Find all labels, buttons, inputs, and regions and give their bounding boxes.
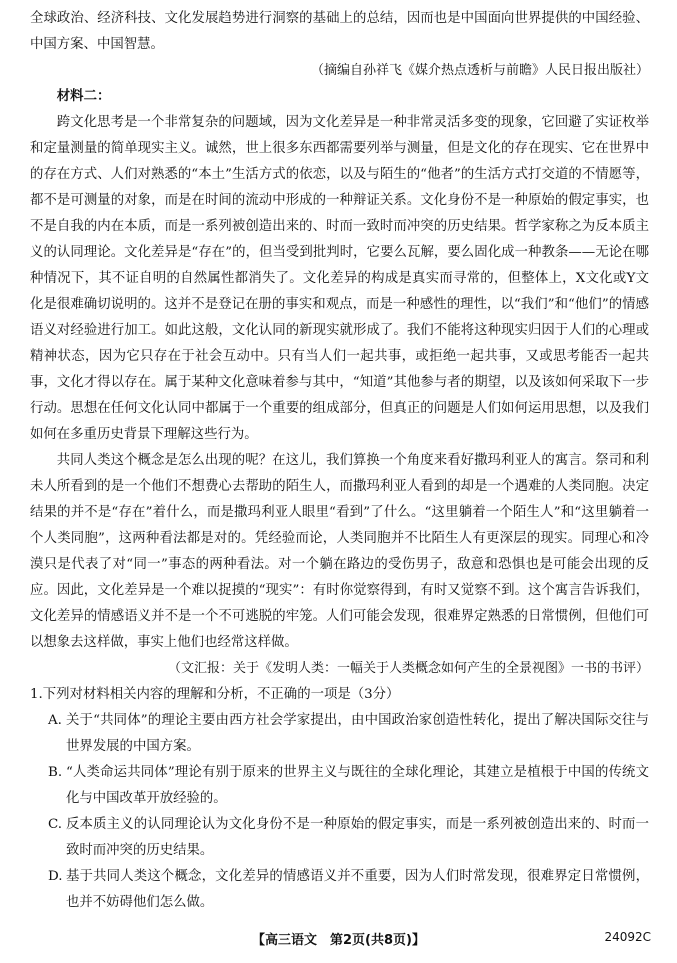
option-letter: B. [48, 765, 63, 780]
option-letter: A. [48, 713, 62, 728]
material-2-heading: 材料二： [56, 89, 111, 104]
option-text: 基于共同人类这个概念，文化差异的情感语义并不重要，因为人们时常发现，很难界定日常惯例，也并不妨碍他们怎么做。 [66, 869, 649, 910]
option-letter: D. [48, 869, 63, 884]
question-1-option-a [30, 708, 649, 760]
option-text: 反本质主义的认同理论认为文化身份不是一种原始的假定事实，而是一系列被创造出来的、时而一致时而冲突的历史结果。 [66, 817, 649, 858]
source-citation-2: （文汇报：关于《发明人类：一幅关于人类概念如何产生的全景视图》一书的书评） [167, 661, 649, 676]
source-citation-1: （摘编自孙祥飞《媒介热点透析与前瞻》人民日报出版社） [310, 63, 649, 78]
question-1-option-d [30, 864, 649, 916]
intro-paragraph-tail: 全球政治、经济科技、文化发展趋势进行洞察的基础上的总结，因而也是中国面向世界提供的中国经验、中国方案、中国智慧。 [30, 11, 649, 52]
page-footer [0, 929, 677, 949]
footer-exam-code: 24092C [604, 930, 651, 944]
material-2-paragraph: 共同人类这个概念是怎么出现的呢？在这儿，我们算换一个角度来看好撒玛利亚人的寓言。祭司和利未人所看到的是一个他们不想费心去帮助的陌生人，而撒玛利亚人看到的却是一个遇难的人类同胞。决定结果的并不是“存在”着什么，而是撒玛利亚人眼里“看到”了什么。“这里躺着一个陌生人”和“这里躺着一个人类同胞”，这两种看法都是对的。凭经验而论，人类同胞并不比陌生人有更深层的现实。同理心和冷漠只是代表了对“同一”事态的两种看法。对一个躺在路边的受伤男子，敌意和恐惧也是可能会出现的反应。因此，文化差异是一个难以捉摸的“现实”：有时你觉察得到，有时又觉察不到。这个寓言告诉我们，文化差异的情感语义并不是一个不可逃脱的牢笼。人们可能会发现，很难界定熟悉的日常惯例，但他们可以想象去这样做，事实上他们也经常这样做。 [30, 453, 649, 650]
option-letter: C. [48, 817, 63, 832]
question-1-option-b [30, 760, 649, 812]
option-text: 关于“共同体”的理论主要由西方社会学家提出，由中国政治家创造性转化，提出了解决国际交往与世界发展的中国方案。 [66, 713, 649, 754]
material-2-paragraph: 跨文化思考是一个非常复杂的问题域，因为文化差异是一种非常灵活多变的现象，它回避了实证枚举和定量测量的简单现实主义。诚然，世上很多东西都需要列举与测量，但是文化的存在现实、它在世界中的存在方式、人们对熟悉的“本土”生活方式的依恋，以及与陌生的“他者”的生活方式打交道的不情愿等，都不是可测量的对象，而是在时间的流动中形成的一种辩证关系。文化身份不是一种原始的假定事实，也不是自我的内在本质，而是一系列被创造出来的、时而一致时而冲突的历史结果。哲学家称之为反本质主义的认同理论。文化差异是“存在”的，但当受到批判时，它要么瓦解，要么固化成一种教条——无论在哪种情况下，其不证自明的自然属性都消失了。文化差异的构成是真实而寻常的，但整体上，X文化或Y文化是很难确切说明的。这并不是登记在册的事实和观点，而是一种感性的理性，以“我们”和“他们”的情感语义对经验进行加工。如此这般，文化认同的新现实就形成了。我们不能将这种现实归因于人们的心理或精神状态，因为它只存在于社会互动中。只有当人们一起共事，或拒绝一起共事，又或思考能否一起共事，文化才得以存在。属于某种文化意味着参与其中，“知道”其他参与者的期望，以及该如何采取下一步行动。思想在任何文化认同中都属于一个重要的组成部分，但真正的问题是人们如何运用思想，以及我们如何在多重历史背景下理解这些行为。 [30, 115, 649, 442]
option-text: “人类命运共同体”理论有别于原来的世界主义与既往的全球化理论，其建立是植根于中国的传统文化与中国改革开放经验的。 [66, 765, 649, 806]
footer-page-label: 【高三语文 第2页(共8页)】 [252, 933, 425, 948]
question-1-option-c [30, 812, 649, 864]
question-1-stem: 1.下列对材料相关内容的理解和分析，不正确的一项是（3分） [30, 687, 400, 702]
